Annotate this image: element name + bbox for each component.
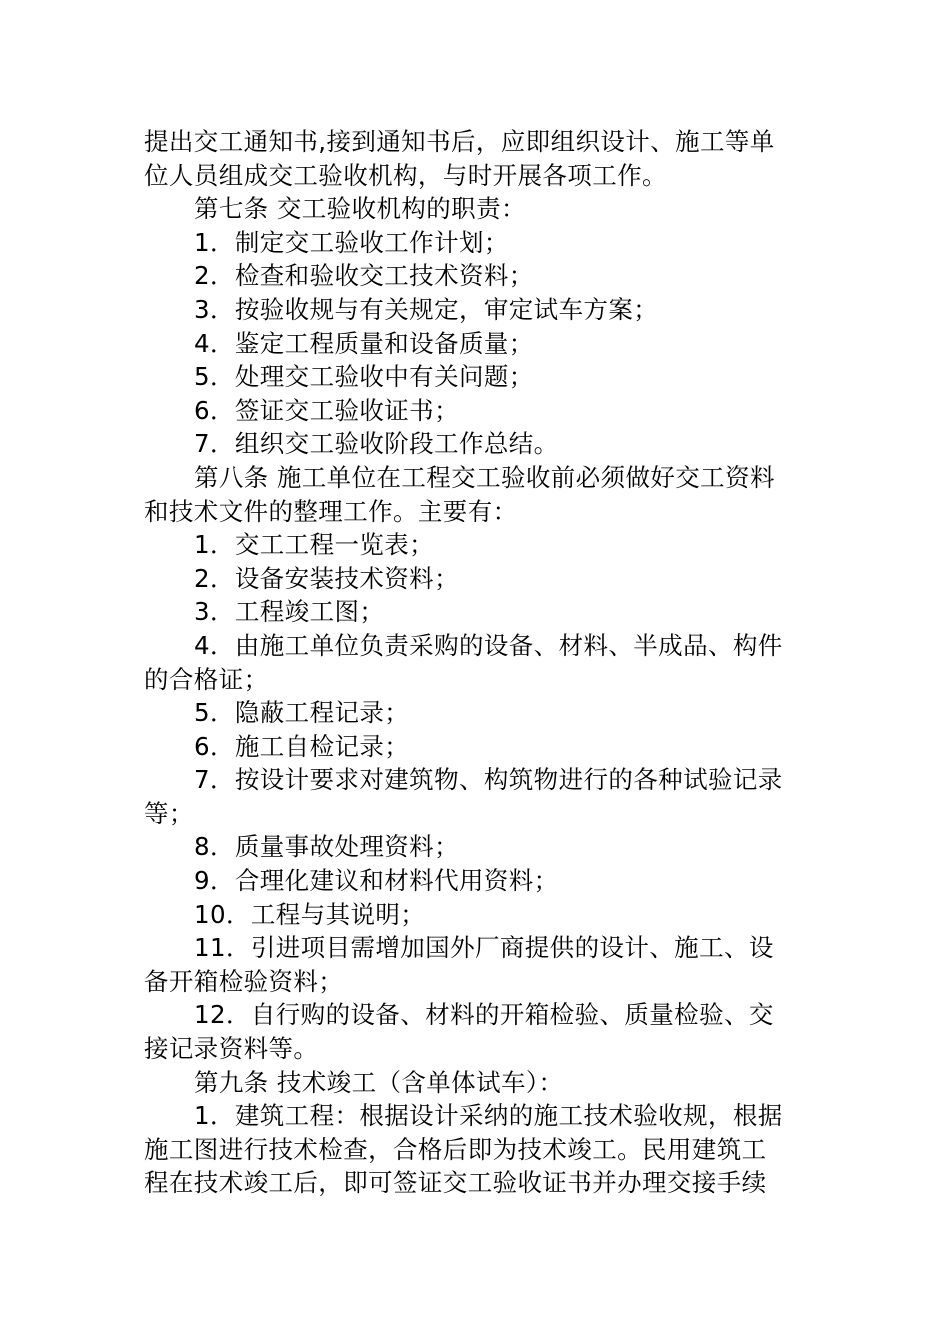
list-item: 1．建筑工程：根据设计采纳的施工技术验收规，根据 xyxy=(194,1101,783,1131)
document-page xyxy=(144,125,812,1200)
list-item: 1．制定交工验收工作计划； xyxy=(194,227,509,257)
list-item: 7．按设计要求对建筑物、构筑物进行的各种试验记录 xyxy=(194,765,783,795)
list-item: 9．合理化建议和材料代用资料； xyxy=(194,866,559,896)
list-item: 12．自行购的设备、材料的开箱检验、质量检验、交 xyxy=(194,1000,774,1030)
article-7-heading: 第七条 交工验收机构的职责： xyxy=(194,194,526,224)
list-item: 2．设备安装技术资料； xyxy=(194,563,459,593)
list-item: 3．工程竣工图； xyxy=(194,597,385,627)
article-9-heading: 第九条 技术竣工（含单体试车）： xyxy=(194,1067,564,1097)
list-item: 7．组织交工验收阶段工作总结。 xyxy=(194,429,559,459)
list-item: 8．质量事故处理资料； xyxy=(194,832,459,862)
list-item: 5．处理交工验收中有关问题； xyxy=(194,362,534,392)
list-item: 4．由施工单位负责采购的设备、材料、半成品、构件 xyxy=(194,630,783,660)
list-item: 10．工程与其说明； xyxy=(194,899,426,929)
article-8-heading: 第八条 施工单位在工程交工验收前必须做好交工资料 xyxy=(194,462,775,492)
list-item: 4．鉴定工程质量和设备质量； xyxy=(194,328,534,358)
list-item: 5．隐蔽工程记录； xyxy=(194,698,410,728)
list-item: 2．检查和验收交工技术资料； xyxy=(194,261,534,291)
text-line-continuation: 的合格证； xyxy=(144,664,269,694)
text-line-continuation: 施工图进行技术检查，合格后即为技术竣工。民用建筑工 xyxy=(144,1134,767,1164)
text-line-2: 位人员组成交工验收机构，与时开展各项工作。 xyxy=(144,160,667,190)
text-line-continuation: 备开箱检验资料； xyxy=(144,966,344,996)
list-item: 1．交工工程一览表； xyxy=(194,530,435,560)
text-line-continuation: 等； xyxy=(144,798,194,828)
text-line-continuation: 接记录资料等。 xyxy=(144,1034,319,1064)
text-line-continuation: 和技术文件的整理工作。主要有： xyxy=(144,496,518,526)
text-line-1: 提出交工通知书,接到通知书后，应即组织设计、施工等单 xyxy=(144,127,775,156)
text-line-continuation: 程在技术竣工后，即可签证交工验收证书并办理交接手续 xyxy=(144,1168,767,1198)
list-item: 11．引进项目需增加国外厂商提供的设计、施工、设 xyxy=(194,933,774,963)
list-item: 3．按验收规与有关规定，审定试车方案； xyxy=(194,294,659,324)
list-item: 6．施工自检记录； xyxy=(194,731,410,761)
list-item: 6．签证交工验收证书； xyxy=(194,395,459,425)
